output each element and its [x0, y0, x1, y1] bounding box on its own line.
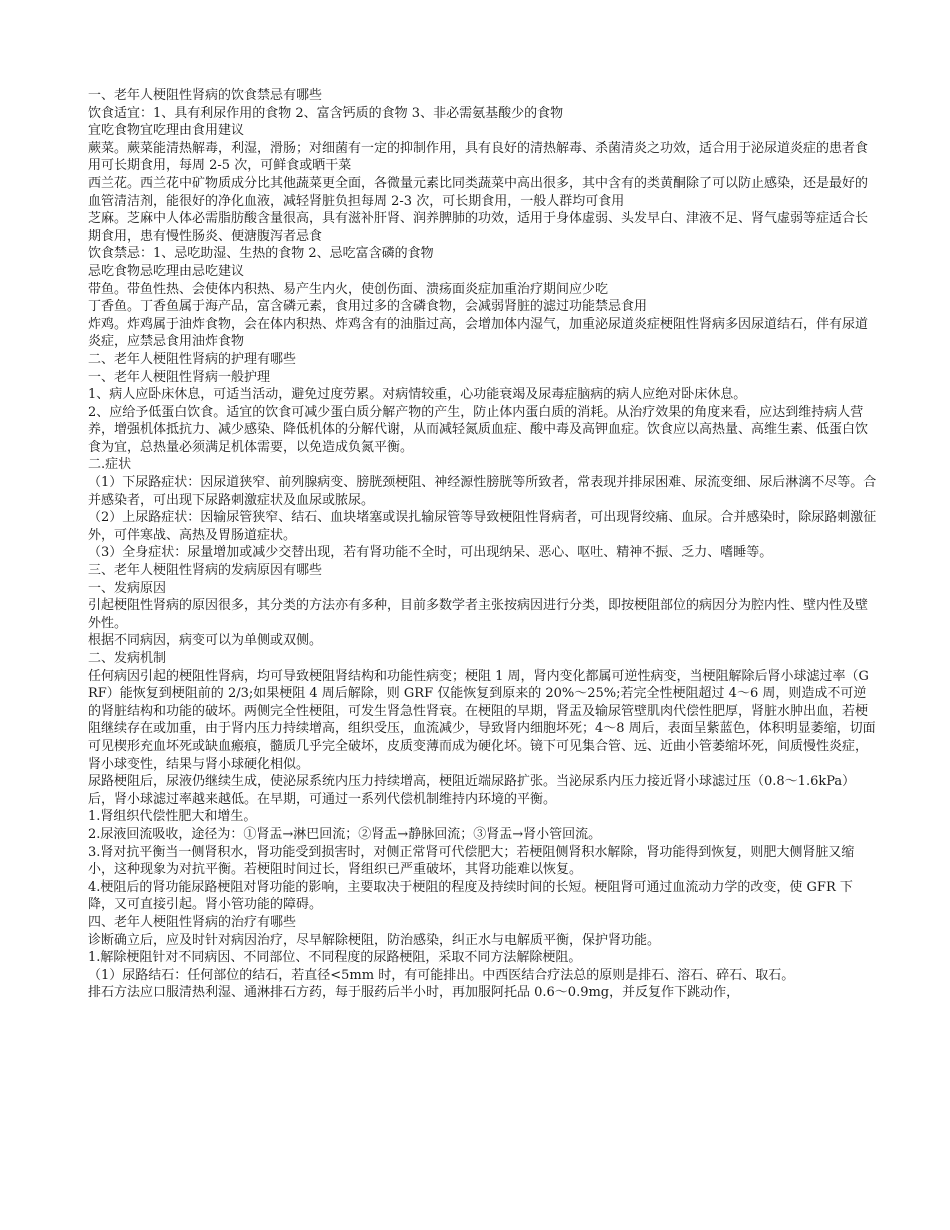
paragraph-treatment-intro: 诊断确立后，应及时针对病因治疗，尽早解除梗阻，防治感染，纠正水与电解质平衡，保护肾功能。 [88, 932, 661, 948]
paragraph-care-rest: 1、病人应卧床休息，可适当活动，避免过度劳累。对病情较重，心功能衰竭及尿毒症脑病的病人应绝对卧床休息。 [88, 387, 747, 403]
paragraph-diet-taboo: 饮食禁忌：1、忌吃助湿、生热的食物 2、忌吃富含磷的食物 [88, 246, 434, 262]
subheading-etiology: 一、发病原因 [88, 580, 167, 596]
table-header-taboo-foods: 忌吃食物忌吃理由忌吃建议 [88, 263, 245, 279]
paragraph-stones: （1）尿路结石：任何部位的结石，若直径<5mm 时，有可能排出。中西医结合疗法总的原则是排石、溶石、碎石、取石。 [88, 967, 795, 983]
section-heading-care: 二、老年人梗阻性肾病的护理有哪些 [88, 351, 297, 367]
paragraph-stone-expulsion: 排石方法应口服清热利湿、通淋排石方药，每于服药后半小时，再加服阿托品 0.6～0.9mg，并反复作下跳动作， [88, 985, 740, 1001]
section-heading-diet: 一、老年人梗阻性肾病的饮食禁忌有哪些 [88, 88, 323, 103]
document-page [88, 87, 878, 1002]
paragraph-urinary-pressure: 尿路梗阻后，尿液仍继续生成，使泌尿系统内压力持续增高，梗阻近端尿路扩张。当泌尿系内压力接近肾小球滤过压（0.8～1.6kPa）后，肾小球滤过率越来越低。在早期，可通过一系列代偿机制维持内环境的平衡。 [88, 774, 856, 807]
subheading-symptoms: 二.症状 [88, 457, 132, 473]
paragraph-lower-tract-symptoms: （1）下尿路症状：因尿道狭窄、前列腺病变、膀胱颈梗阻、神经源性膀胱等所致者，常表现并排尿困难、尿流变细、尿后淋漓不尽等。合并感染者，可出现下尿路刺激症状及血尿或脓尿。 [88, 475, 877, 508]
list-item-renal-function: 4.梗阻后的肾功能尿路梗阻对肾功能的影响，主要取决于梗阻的程度及持续时间的长短。梗阻肾可通过血流动力学的改变，使 GFR 下降，又可直接引起。肾小管功能的障碍。 [88, 879, 853, 913]
list-item-relieve-obstruction: 1.解除梗阻针对不同病因、不同部位、不同程度的尿路梗阻，采取不同方法解除梗阻。 [88, 950, 582, 966]
section-heading-causes: 三、老年人梗阻性肾病的发病原因有哪些 [88, 563, 323, 579]
paragraph-sesame: 芝麻。芝麻中人体必需脂肪酸含量很高，具有滋补肝肾、润养脾肺的功效，适用于身体虚弱、头发早白、津液不足、肾气虚弱等症适合长期食用，患有慢性肠炎、便溏腹泻者忌食 [88, 211, 869, 244]
paragraph-mechanism: 任何病因引起的梗阻性肾病，均可导致梗阻肾结构和功能性病变；梗阻 1 周，肾内变化都属可逆性病变，当梗阻解除后肾小球滤过率（GRF）能恢复到梗阻前的 2/3;如果梗阻 4 周后解除，则 GRF 仅能恢复到原来的 20%～25%;若完全性梗阻超过 4～6 周，则造成不可逆的肾脏结构和功能的破坏。两侧完全性梗阻，可发生肾急性肾衰。在梗阻的早期，肾盂及输尿管壁肌肉代偿性肥厚，肾脏水肿出血，若梗阻继续存在或加重，由于肾内压力持续增高，组织受压，血流减少，导致肾内细胞坏死；4～8 周后，表面呈紫蓝色，体积明显萎缩，切面可见楔形充血坏死或缺血瘢痕，髓质几乎完全破坏，皮质变薄而成为硬化坏。镜下可见集合管、远、近曲小管萎缩坏死，间质慢性炎症，肾小球变性，结果与肾小球硬化相似。 [88, 668, 876, 772]
paragraph-care-low-protein: 2、应给予低蛋白饮食。适宜的饮食可减少蛋白质分解产物的产生，防止体内蛋白质的消耗。从治疗效果的角度来看，应达到维持病人营养，增强机体抵抗力、减少感染、降低机体的分解代谢，从而减轻氮质血症、酸中毒及高钾血症。饮食应以高热量、高维生素、低蛋白饮食为宜，总热量必须满足机体需要，以免造成负氮平衡。 [88, 404, 869, 455]
paragraph-fried-chicken: 炸鸡。炸鸡属于油炸食物，会在体内积热、炸鸡含有的油脂过高，会增加体内湿气，加重泌尿道炎症梗阻性肾病多因尿道结石，伴有尿道炎症，应禁忌食用油炸食物 [88, 316, 869, 350]
paragraph-unilateral-bilateral: 根据不同病因，病变可以为单侧或双侧。 [88, 633, 323, 649]
list-item-hypertrophy: 1.肾组织代偿性肥大和增生。 [88, 809, 257, 825]
list-item-counterbalance: 3.肾对抗平衡当一侧肾积水，肾功能受到损害时，对侧正常肾可代偿肥大；若梗阻侧肾积水解除，肾功能得到恢复，则肥大侧肾脏又缩小，这种现象为对抗平衡。若梗阻时间过长，肾组织已严重破坏，其肾功能难以恢复。 [88, 844, 855, 878]
subheading-mechanism: 二、发病机制 [88, 651, 167, 666]
paragraph-systemic-symptoms: （3）全身症状：尿量增加或减少交替出现，若有肾功能不全时，可出现纳呆、恶心、呕吐、精神不振、乏力、嗜睡等。 [88, 545, 773, 561]
paragraph-broccoli: 西兰花。西兰花中矿物质成分比其他蔬菜更全面，各微量元素比同类蔬菜中高出很多，其中含有的类黄酮除了可以防止感染，还是最好的血管清洁剂，能很好的净化血液，减轻肾脏负担每周 2-3 次，可长期食用，一般人群均可食用 [88, 175, 869, 209]
paragraph-clove-fish: 丁香鱼。丁香鱼属于海产品，富含磷元素，食用过多的含磷食物，会减弱肾脏的滤过功能禁忌食用 [88, 299, 648, 315]
paragraph-diet-suitable: 饮食适宜：1、具有利尿作用的食物 2、富含钙质的食物 3、非必需氨基酸少的食物 [88, 105, 564, 121]
list-item-reabsorption: 2.尿液回流吸收，途径为：①肾盂→淋巴回流；②肾盂→静脉回流；③肾盂→肾小管回流。 [88, 826, 602, 842]
paragraph-fern: 蕨菜。蕨菜能清热解毒，利湿，滑肠；对细菌有一定的抑制作用，具有良好的清热解毒、杀菌清炎之功效，适合用于泌尿道炎症的患者食用可长期食用，每周 2-5 次，可鲜食或晒干菜 [88, 140, 869, 174]
paragraph-hairtail: 带鱼。带鱼性热、会使体内积热、易产生内火，使创伤面、溃疡面炎症加重治疗期间应少吃 [88, 281, 609, 297]
paragraph-etiology: 引起梗阻性肾病的原因很多，其分类的方法亦有多种，目前多数学者主张按病因进行分类，即按梗阻部位的病因分为腔内性、壁内性及壁外性。 [88, 598, 869, 631]
section-heading-treatment: 四、老年人梗阻性肾病的治疗有哪些 [88, 914, 297, 930]
table-header-suitable-foods: 宜吃食物宜吃理由食用建议 [88, 123, 245, 139]
paragraph-upper-tract-symptoms: （2）上尿路症状：因输尿管狭窄、结石、血块堵塞或误扎输尿管等导致梗阻性肾病者，可出现肾绞痛、血尿。合并感染时，除尿路刺激征外，可伴寒战、高热及胃肠道症状。 [88, 510, 877, 543]
subheading-general-care: 一、老年人梗阻性肾病一般护理 [88, 369, 271, 385]
